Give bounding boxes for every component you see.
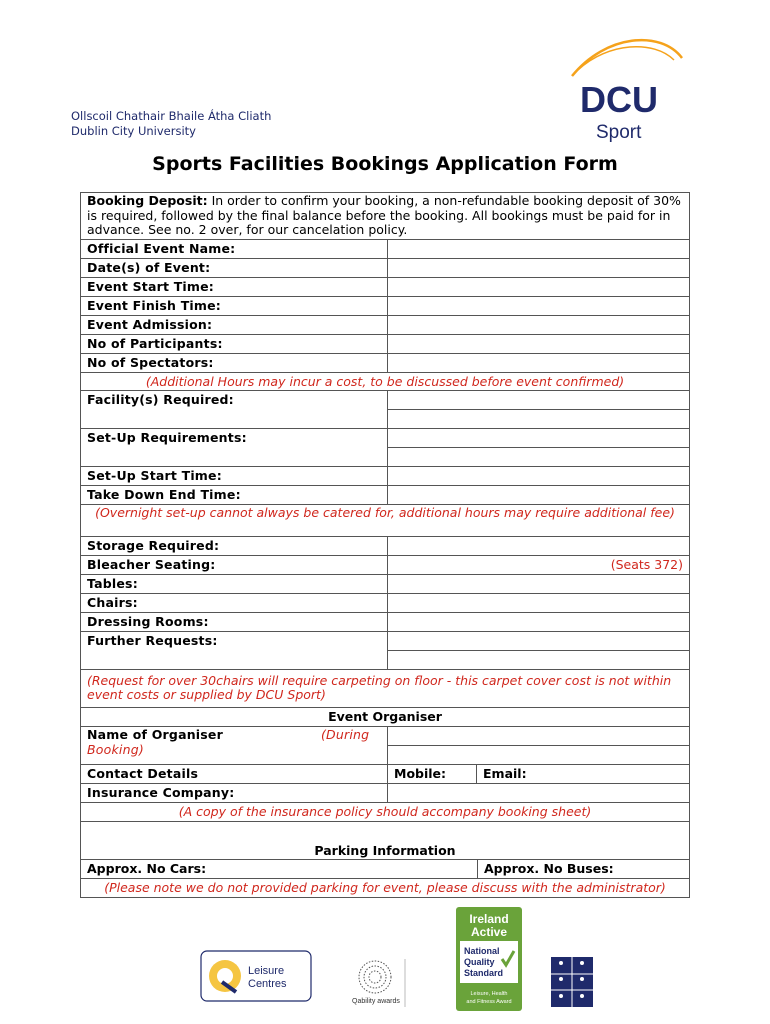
spectators-row (81, 354, 689, 373)
organiser-field-2[interactable] (388, 746, 689, 764)
booking-form (80, 192, 690, 898)
insurance-label: Insurance Company: (81, 784, 388, 802)
university-name (71, 109, 271, 139)
participants-row (81, 335, 689, 354)
bleacher-row (81, 556, 689, 575)
event-name-row (81, 240, 689, 259)
spectators-label: No of Spectators: (81, 354, 388, 372)
setup-req-field-1[interactable] (388, 429, 689, 448)
deposit-row (81, 193, 689, 240)
organiser-during: (During (320, 727, 370, 742)
facility-label: Facility(s) Required: (81, 391, 388, 428)
start-row (81, 278, 689, 297)
overnight-note-row (81, 505, 689, 537)
further-label: Further Requests: (81, 632, 388, 669)
facility-field-1[interactable] (388, 391, 689, 410)
finish-label: Event Finish Time: (81, 297, 388, 315)
chairs-row (81, 594, 689, 613)
dates-field[interactable] (388, 259, 689, 277)
page-title: Sports Facilities Bookings Application Form (152, 153, 618, 175)
setup-req-field-2[interactable] (388, 448, 689, 466)
event-name-field[interactable] (388, 240, 689, 258)
setup-start-row (81, 467, 689, 486)
organiser-booking: Booking) (87, 741, 144, 757)
overnight-note: (Overnight set-up cannot always be catered for, additional hours may require additional fee) (95, 505, 675, 520)
chairs-note: (Request for over 30chairs will require carpeting on floor - this carpet cover cost is not within event costs or supplied by DCU Sport) (87, 673, 672, 702)
ia-line2: Active (470, 925, 508, 939)
bleacher-seats[interactable]: (Seats 372) (610, 557, 683, 572)
takedown-field[interactable] (388, 486, 689, 504)
bleacher-label: Bleacher Seating: (81, 556, 388, 574)
finish-row (81, 297, 689, 316)
setup-start-label: Set-Up Start Time: (81, 467, 388, 485)
participants-field[interactable] (388, 335, 689, 353)
takedown-label: Take Down End Time: (81, 486, 388, 504)
ia-nqs2: Quality (464, 957, 495, 967)
dcu-sport-logo (566, 36, 686, 146)
logo-subtext: Sport (596, 122, 642, 143)
contact-row (81, 765, 689, 784)
q-awards-logo (350, 957, 410, 1009)
organiser-header-row (81, 708, 689, 727)
event-name-label: Official Event Name: (81, 240, 388, 258)
ia-line1: Ireland (469, 912, 509, 926)
ia-small2: and Fitness Award (466, 999, 512, 1005)
insurance-field[interactable] (388, 784, 689, 802)
person-icon (559, 994, 563, 998)
organiser-name-label: Name of Organiser (87, 727, 223, 742)
organiser-field-1[interactable] (388, 727, 689, 746)
parking-header: Parking Information (314, 843, 456, 858)
participants-label: No of Participants: (81, 335, 388, 353)
further-field-2[interactable] (388, 651, 689, 669)
ia-small1: Leisure, Health (470, 991, 508, 997)
storage-field[interactable] (388, 537, 689, 555)
ia-nqs3: Standard (464, 968, 504, 978)
parking-note: (Please note we do not provided parking for event, please discuss with the administrator) (104, 880, 666, 895)
dressing-field[interactable] (388, 613, 689, 631)
organiser-header: Event Organiser (328, 709, 442, 724)
leisure-text-1: Leisure (248, 965, 285, 977)
cars-label[interactable]: Approx. No Cars: (81, 860, 478, 878)
takedown-row (81, 486, 689, 505)
contact-label: Contact Details (81, 765, 388, 783)
hours-note-row (81, 373, 689, 391)
facility-row (81, 391, 689, 429)
parking-note-row (81, 879, 689, 897)
setup-req-row (81, 429, 689, 467)
further-field-1[interactable] (388, 632, 689, 651)
tables-label: Tables: (81, 575, 388, 593)
admission-row (81, 316, 689, 335)
q-awards-text: ability awards (357, 998, 400, 1005)
setup-start-field[interactable] (388, 467, 689, 485)
email-label[interactable]: Email: (483, 766, 527, 781)
footer-logos (0, 905, 770, 1015)
chairs-field[interactable] (388, 594, 689, 612)
accessibility-icons-logo (551, 957, 593, 1007)
buses-label[interactable]: Approx. No Buses: (484, 861, 614, 876)
university-name-irish: Ollscoil Chathair Bhaile Átha Cliath (71, 109, 272, 123)
parking-header-row (81, 822, 689, 860)
start-field[interactable] (388, 278, 689, 296)
hours-note: (Additional Hours may incur a cost, to be discussed before event confirmed) (145, 374, 625, 389)
svg-text:Qability awards (352, 998, 400, 1005)
logo-text: DCU (580, 79, 658, 120)
insurance-note-row (81, 803, 689, 822)
leisure-text-2: Centres (248, 978, 287, 990)
dressing-row (81, 613, 689, 632)
start-label: Event Start Time: (81, 278, 388, 296)
university-name-english: Dublin City University (71, 124, 196, 138)
tables-field[interactable] (388, 575, 689, 593)
insurance-note: (A copy of the insurance policy should accompany booking sheet) (178, 804, 592, 819)
storage-label: Storage Required: (81, 537, 388, 555)
chairs-note-row (81, 670, 689, 708)
dates-label: Date(s) of Event: (81, 259, 388, 277)
admission-field[interactable] (388, 316, 689, 334)
spectators-field[interactable] (388, 354, 689, 372)
insurance-row (81, 784, 689, 803)
tables-row (81, 575, 689, 594)
further-row (81, 632, 689, 670)
person-icon (559, 961, 563, 965)
ireland-active-logo (456, 907, 522, 1011)
person-icon (580, 961, 584, 965)
deposit-text: In order to confirm your booking, a non-refundable booking deposit of 30% is required, followed by the final balance before the booking. All bookings must be paid for in advance. See no. 2 over, for our cancelation policy. (87, 193, 681, 237)
facility-field-2[interactable] (388, 410, 689, 428)
chairs-label: Chairs: (81, 594, 388, 612)
ia-nqs1: National (464, 946, 500, 956)
organiser-name-row (81, 727, 689, 765)
setup-req-label: Set-Up Requirements: (81, 429, 388, 466)
person-icon (580, 994, 584, 998)
dressing-label: Dressing Rooms: (81, 613, 388, 631)
wheelchair-icon (559, 977, 563, 981)
finish-field[interactable] (388, 297, 689, 315)
vehicles-row (81, 860, 689, 879)
q-awards-q: Q (352, 998, 358, 1005)
mobile-label[interactable]: Mobile: (388, 765, 477, 783)
deposit-label: Booking Deposit: (87, 193, 208, 208)
admission-label: Event Admission: (81, 316, 388, 334)
dates-row (81, 259, 689, 278)
storage-row (81, 537, 689, 556)
person-icon (580, 977, 584, 981)
leisure-centres-logo (200, 950, 312, 1002)
